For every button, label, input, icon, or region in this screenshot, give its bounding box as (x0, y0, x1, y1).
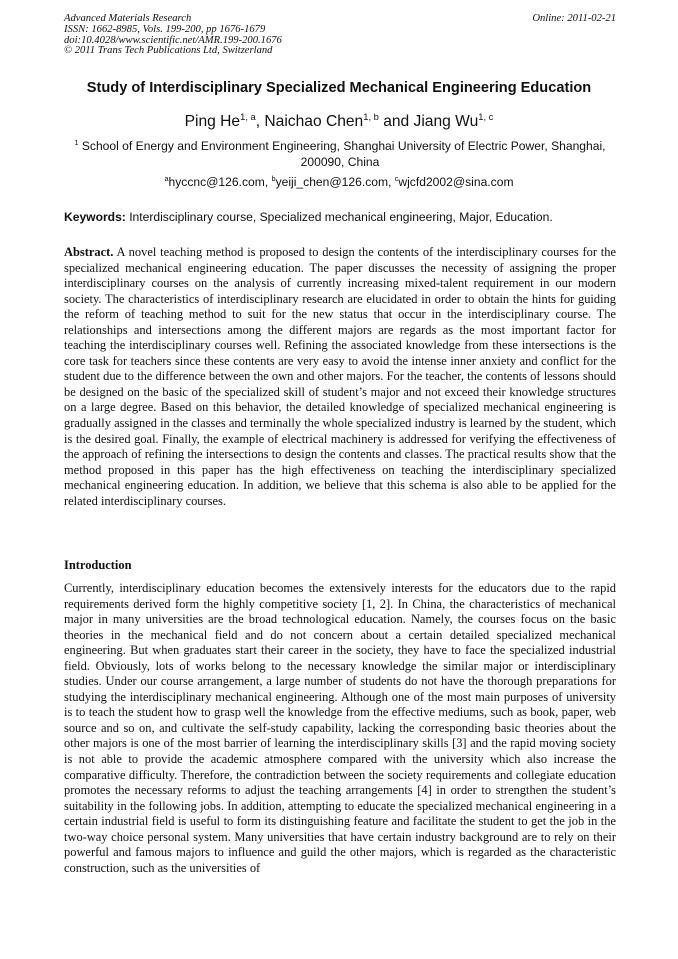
doi-line: doi:10.4028/www.scientific.net/AMR.199-200.1676 (64, 34, 282, 46)
author-affiliation-mark: 1, c (478, 111, 494, 122)
email-mark: b (271, 173, 276, 183)
issn-line: ISSN: 1662-8985, Vols. 199-200, pp 1676-1679 (64, 23, 266, 35)
email-address: wjcfd2002@sina.com (398, 175, 514, 189)
keywords-text: Interdisciplinary course, Specialized mechanical engineering, Major, Education. (125, 210, 553, 224)
author-emails (40, 175, 638, 189)
keywords (64, 210, 616, 224)
section-heading-introduction: Introduction (64, 558, 132, 572)
email-address: yeiji_chen@126.com, (275, 175, 395, 189)
journal-header (64, 14, 616, 57)
abstract-label: Abstract. (64, 245, 114, 259)
email-mark: c (394, 173, 399, 183)
keywords-label: Keywords: (64, 210, 126, 224)
abstract-text: A novel teaching method is proposed to design the contents of the interdisciplinary courses for the specialized mechanical engineering education. The paper discusses the necessity of assigning the proper interdisciplinary courses on the analysis of currently increasing mixed-talent requirement in our modern society. The characteristics of interdisciplinary research are elucidated in order to obtain the hints for guiding the reform of teaching method to suit for the new status that occur in the interdisciplinary course. The relationships and intersections among the different majors are regards as the most important factor for teaching the interdisciplinary courses well. Refining the associated knowledge from these intersections is the core task for teachers since these contents are very easy to avoid the intense inner anxiety and conflict for the student due to the difference between the own and other majors. For the teacher, the contents of lessons should be designed on the basic of the specialized skill of student’s major and not exceed their knowledge structures on a large degree. Based on this behavior, the detailed knowledge of specialized mechanical engineering is gradually assigned in the classes and terminally the whole specialized industry is learned by the student, which is the desired goal. Finally, the example of electrical machinery is addressed for verifying the effectiveness of the approach of refining the intersections to design the contents and classes. The practical results show that the method proposed in this paper has the high effectiveness on teaching the interdisciplinary specialized mechanical engineering education. In addition, we believe that this schema is also able to be applied for the related interdisciplinary courses. (64, 245, 616, 508)
introduction-paragraph: Currently, interdisciplinary education becomes the extensively interests for the educators due to the rapid requirements derived form the highly competitive society [1, 2]. In China, the characteristics of mechanical major in many universities are the broad technological education. Namely, the courses focus on the basic theories in the mechanical field and do not concern about a certain detailed specialized mechanical engineering. But when graduates start their career in the society, they have to face the specialized industrial field. Obviously, lots of works belong to the necessary knowledge the similar major or interdisciplinary studies. Under our course arrangement, a large number of students do not have the thorough preparations for studying the interdisciplinary mechanical engineering. Although one of the most main purposes of university is to teach the student how to grasp well the knowledge from the effective mediums, such as book, paper, web source and so on, and cultivate the self-study capability, lacking the corresponding basic theories about the other majors is one of the most barrier of learning the interdisciplinary skills [3] and the rapid moving society is not able to provide the academic atmosphere compared with the university which also increase the comparative difficulty. Therefore, the contradiction between the society requirements and collegiate education promotes the necessary reforms to adjust the teaching arrangements [4] in order to strengthen the student’s suitability in the following jobs. In addition, attempting to educate the specialized mechanical engineering in a certain industrial field is useful to form its distinguishing feature and facilitate the student to get the job in the two-way choice personal system. Many universities that have certain industry background are to rely on their powerful and famous majors to influence and guild the other majors, which is regarded as the characteristic construction, such as the universities of (64, 581, 616, 875)
author-name: Naichao Chen (264, 113, 364, 130)
affiliation-mark: 1 (74, 137, 79, 147)
affiliation (64, 139, 616, 170)
author-name: Jiang Wu (413, 113, 479, 130)
online-date: Online: 2011-02-21 (532, 13, 616, 24)
copyright-line: © 2011 Trans Tech Publications Ltd, Switzerland (64, 45, 273, 57)
journal-name: Advanced Materials Research (64, 13, 192, 24)
email-address: hyccnc@126.com, (168, 175, 272, 189)
abstract (64, 245, 616, 509)
introduction-body (64, 581, 616, 876)
paper-title: Study of Interdisciplinary Specialized Mechanical Engineering Education (86, 80, 592, 96)
author-separator: , (255, 113, 265, 130)
author-list (40, 113, 638, 131)
affiliation-text: School of Energy and Environment Engineering, Shanghai University of Electric Power, Shanghai, 200090, China (78, 139, 606, 169)
author-name: Ping He (184, 113, 241, 130)
author-affiliation-mark: 1, b (363, 111, 379, 122)
email-mark: a (164, 173, 169, 183)
author-affiliation-mark: 1, a (240, 111, 256, 122)
author-separator: and (378, 113, 414, 130)
